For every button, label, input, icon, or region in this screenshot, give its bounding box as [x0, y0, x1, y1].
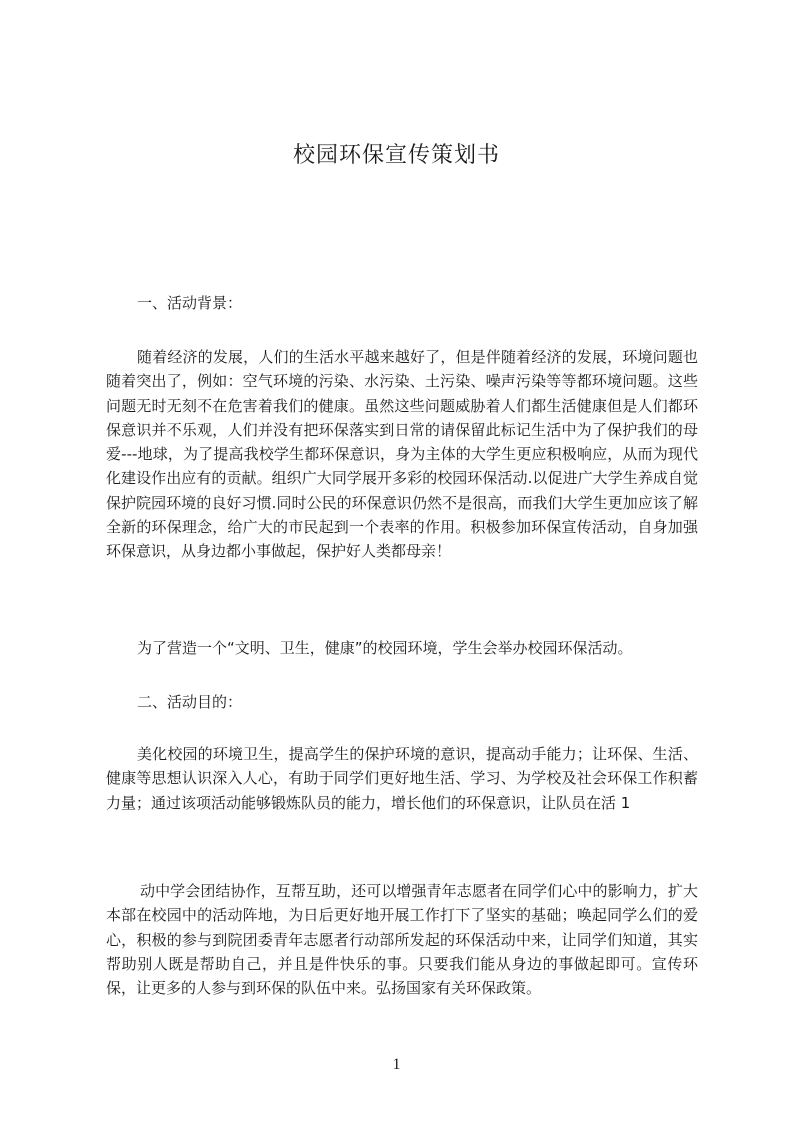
page-number: 1: [392, 1056, 401, 1073]
background-paragraph: 随着经济的发展，人们的生活水平越来越好了，但是伴随着经济的发展，环境问题也随着突出了，例如：空气环境的污染、水污染、土污染、噪声污染等等都环境问题。这些问题无时无刻不在危害着我们的健康。虽然这些问题威胁着人们都生活健康但是人们都环保意识并不乐观，人们并没有把环保落实到日常的请保留此标记生活中为了保护我们的母爱---地球，为了提高我校学生都环保意识，身为主体的大学生更应积极响应，从而为现代化建设作出应有的贡献。组织广大同学展开多彩的校园环保活动.以促进广大学生养成自觉保护院园环境的良好习惯.同时公民的环保意识仍然不是很高，而我们大学生更加应该了解全新的环保理念，给广大的市民起到一个表率的作用。积极参加环保宣传活动，自身加强环保意识，从身边都小事做起，保护好人类都母亲！: [106, 348, 698, 561]
purpose-paragraph: 美化校园的环境卫生，提高学生的保护环境的意识，提高动手能力；让环保、生活、健康等思想认识深入人心，有助于同学们更好地生活、学习、为学校及社会环保工作积蓄力量；通过该项活动能够锻炼队员的能力，增长他们的环保意识，让队员在活 1: [106, 745, 698, 812]
purpose-paragraph-continued: 动中学会团结协作，互帮互助，还可以增强青年志愿者在同学们心中的影响力，扩大本部在校园中的活动阵地，为日后更好地开展工作打下了坚实的基础；唤起同学么们的爱心，积极的参与到院团委青年志愿者行动部所发起的环保活动中来，让同学们知道，其实帮助别人既是帮助自己，并且是件快乐的事。只要我们能从身边的事做起即可。宣传环保，让更多的人参与到环保的队伍中来。弘扬国家有关环保政策。: [106, 882, 698, 998]
section-heading-background: 一、活动背景：: [137, 294, 243, 312]
document-title: 校园环保宣传策划书: [292, 143, 500, 168]
organizer-statement: 为了营造一个“文明、卫生，健康”的校园环境，学生会举办校园环保活动。: [137, 639, 633, 657]
section-heading-purpose: 二、活动目的：: [137, 693, 243, 711]
